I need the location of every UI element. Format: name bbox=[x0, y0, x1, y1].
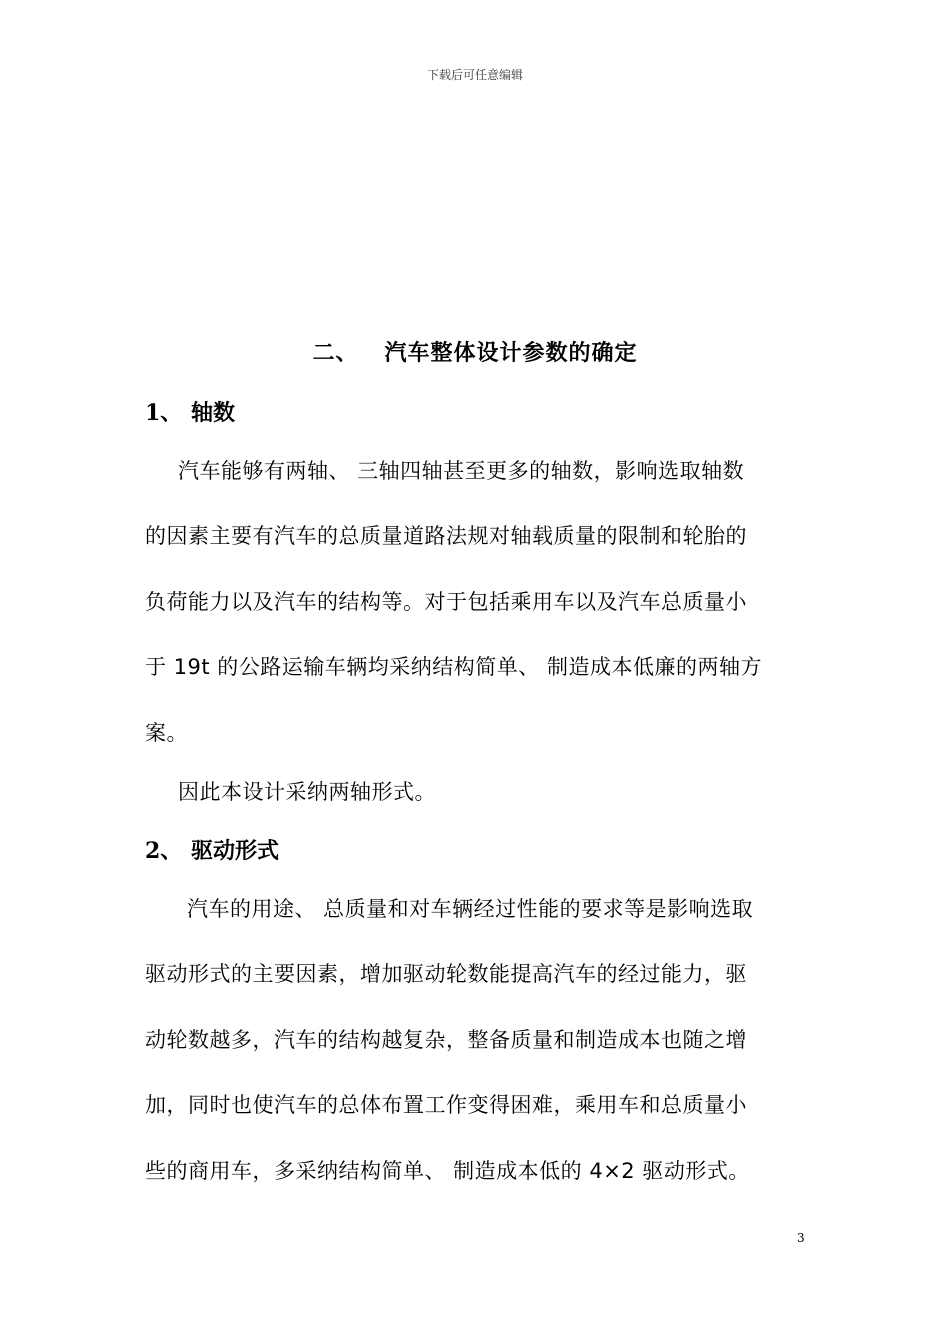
chapter-title bbox=[0, 336, 950, 367]
paragraph-line: 加，同时也使汽车的总体布置工作变得困难，乘用车和总质量小 bbox=[145, 1093, 747, 1117]
paragraph-line: 于 19t 的公路运输车辆均采纳结构简单、 制造成本低廉的两轴方 bbox=[145, 655, 762, 679]
paragraph-line: 驱动形式的主要因素，增加驱动轮数能提高汽车的经过能力，驱 bbox=[145, 962, 747, 986]
paragraph-line: 的因素主要有汽车的总质量道路法规对轴载质量的限制和轮胎的 bbox=[145, 524, 747, 548]
paragraph-conclusion: 因此本设计采纳两轴形式。 bbox=[178, 780, 436, 804]
chapter-title-number: 二、 bbox=[312, 341, 359, 366]
section-number: 2、 bbox=[145, 838, 183, 864]
section-heading-axles bbox=[145, 396, 235, 427]
paragraph-line: 汽车的用途、 总质量和对车辆经过性能的要求等是影响选取 bbox=[187, 897, 754, 921]
paragraph-line: 动轮数越多，汽车的结构越复杂，整备质量和制造成本也随之增 bbox=[145, 1028, 747, 1052]
paragraph-line: 些的商用车，多采纳结构简单、 制造成本低的 4×2 驱动形式。 bbox=[145, 1159, 750, 1183]
paragraph-line: 案。 bbox=[145, 721, 188, 745]
section-number: 1、 bbox=[145, 400, 183, 426]
page-number: 3 bbox=[797, 1231, 805, 1245]
section-heading-text: 轴数 bbox=[191, 401, 236, 426]
page-header-note: 下载后可任意编辑 bbox=[426, 68, 523, 82]
paragraph-line: 汽车能够有两轴、 三轴四轴甚至更多的轴数，影响选取轴数 bbox=[178, 459, 745, 483]
chapter-title-text: 汽车整体设计参数的确定 bbox=[384, 341, 638, 366]
section-heading-drive bbox=[145, 834, 279, 865]
paragraph-line: 负荷能力以及汽车的结构等。对于包括乘用车以及汽车总质量小 bbox=[145, 590, 747, 614]
section-heading-text: 驱动形式 bbox=[191, 839, 280, 864]
